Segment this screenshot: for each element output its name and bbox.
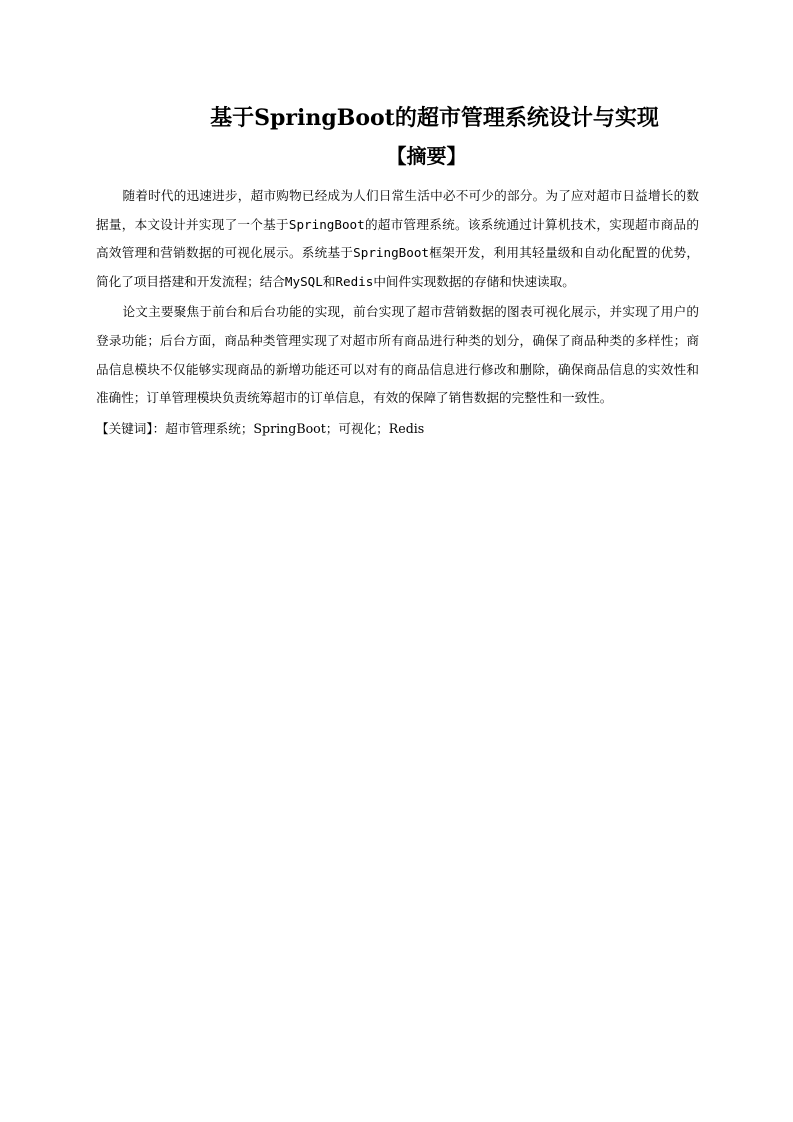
page-title: 基于SpringBoot的超市管理系统设计与实现 [210,105,659,131]
keywords-line: 【关键词】：超市管理系统；SpringBoot；可视化；Redis [96,420,425,436]
abstract-heading: 【摘要】 [386,144,467,168]
abstract-paragraph-2: 论文主要聚焦于前台和后台功能的实现，前台实现了超市营销数据的图表可视化展示，并实现了用户的登录功能；后台方面，商品种类管理实现了对超市所有商品进行种类的划分，确保了商品种类的多样性；商品信息模块不仅能够实现商品的新增功能还可以对有的商品信息进行修改和删除，确保商品信息的实效性和准确性；订单管理模块负责统筹超市的订单信息，有效的保障了销售数据的完整性和一致性。 [96,304,699,406]
abstract-paragraph-1: 随着时代的迅速进步，超市购物已经成为人们日常生活中必不可少的部分。为了应对超市日益增长的数据量，本文设计并实现了一个基于SpringBoot的超市管理系统。该系统通过计算机技术，实现超市商品的高效管理和营销数据的可视化展示。系统基于SpringBoot框架开发，利用其轻量级和自动化配置的优势，简化了项目搭建和开发流程；结合MySQL和Redis中间件实现数据的存储和快速读取。 [96,188,699,289]
